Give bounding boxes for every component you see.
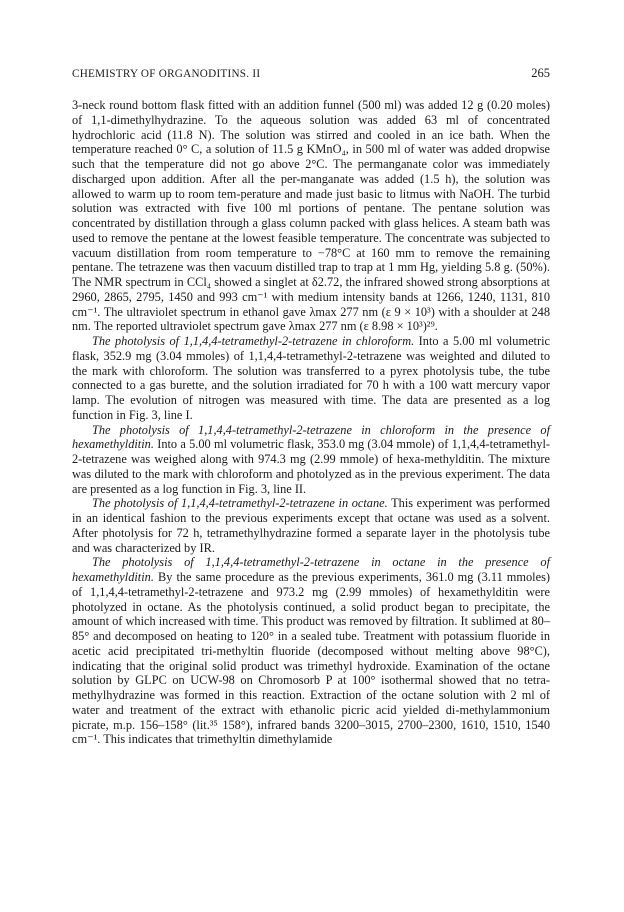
paragraph-text: This experiment was performed in an identical fashion to the previous experiments except that octane was used as a solvent. After photolysis for 72 h, tetramethylhydrazine formed a separate layer in the photolysis tube and was characterized by IR. [72,496,550,555]
running-head [72,66,550,94]
paragraph-text: By the same procedure as the previous experiments, 361.0 mg (3.11 mmoles) of 1,1,4,4-tetramethyl-2-tetrazene and 973.2 mg (2.99 mmoles) of hexamethylditin were photolyzed in octane. As the photolysis continued, a solid product began to precipitate, the amount of which increased with time. This product was removed by filtration. It sublimed at 80–85° and decomposed on heating to 120° in a sealed tube. Treatment with potassium fluoride in acetic acid precipitated tri-methyltin fluoride (decomposed without melting above 98°C), indicating that the original solid product was trimethyl hydroxide. Examination of the octane solution by GLPC on UCW-98 on Chromosorb P at 100° isothermal showed that no tetra-methylhydrazine was formed in this reaction. Extraction of the octane solution with 2 ml of water and treatment of the extract with ethanolic picric acid yielded di-methylammonium picrate, m.p. 156–158° (lit.³⁵ 158°), infrared bands 3200–3015, 2700–2300, 1610, 1510, 1540 cm⁻¹. This indicates that trimethyltin dimethylamide [72,570,550,747]
paragraph-procedure-continued [72,98,550,334]
paragraph-photolysis-chloroform [72,334,550,423]
section-run-in-title: The photolysis of 1,1,4,4-tetramethyl-2-tetrazene in chloroform. [92,334,415,348]
paragraph-text: Into a 5.00 ml volumetric flask, 353.0 mg (3.04 mmole) of 1,1,4,4-tetramethyl-2-tetrazene was weighed along with 974.3 mg (2.99 mmole) of hexa-methylditin. The mixture was diluted to the mark with chloroform and photolyzed as in the previous experiment. The data are presented as a log function in Fig. 3, line II. [72,437,550,496]
article-body [72,98,550,747]
paragraph-photolysis-octane-hexamethylditin [72,555,550,747]
running-title: CHEMISTRY OF ORGANODITINS. II [72,68,261,80]
section-run-in-title: The photolysis of 1,1,4,4-tetramethyl-2-tetrazene in octane. [92,496,388,511]
page-number: 265 [531,66,550,80]
section-run-in-title: The photolysis of 1,1,4,4-tetramethyl-2-tetrazene in chloroform in the presence of hexamethylditin. [72,422,550,452]
journal-page [72,66,550,747]
paragraph-photolysis-chloroform-hexamethylditin [72,423,550,497]
paragraph-text: Into a 5.00 ml volumetric flask, 352.9 mg (3.04 mmoles) of 1,1,4,4-tetramethyl-2-tetrazene was weighted and diluted to the mark with chloroform. The solution was transferred to a pyrex photolysis tube, the tube connected to a gas burette, and the solution irradiated for 70 h with a 100 watt mercury vapor lamp. The evolution of nitrogen was measured with time. The data are presented as a log function in Fig. 3, line I. [72,334,550,422]
section-run-in-title: The photolysis of 1,1,4,4-tetramethyl-2-tetrazene in octane in the presence of hexamethylditin. [72,555,550,584]
paragraph-photolysis-octane [72,496,550,555]
paragraph-text: 3-neck round bottom flask fitted with an addition funnel (500 ml) was added 12 g (0.20 moles) of 1,1-dimethylhydrazine. To the aqueous solution was added 63 ml of concentrated hydrochloric acid (11.8 N). The solution was stirred and cooled in an ice bath. When the temperature reached 0° C, a solution of 11.5 g KMnO₄, in 500 ml of water was added dropwise such that the temperature did not go above 2°C. The permanganate color was immediately discharged upon addition. After all the per-manganate was added (1.5 h), the solution was allowed to warm up to room tem-perature and made just basic to litmus with NaOH. The turbid solution was extracted with five 100 ml portions of pentane. The pentane solution was concentrated by distillation through a glass column packed with glass helices. A steam bath was used to remove the pentane at the lowest feasible temperature. The concentrate was subjected to vacuum distillation from room temperature to −78°C at 160 mm to remove the remaining pentane. The tetrazene was then vacuum distilled trap to trap at 1 mm Hg, yielding 5.8 g. (50%). The NMR spectrum in CCl₄ showed a singlet at δ2.72, the infrared showed strong absorptions at 2960, 2865, 2795, 1450 and 993 cm⁻¹ with medium intensity bands at 1266, 1240, 1131, 810 cm⁻¹. The ultraviolet spectrum in ethanol gave λmax 277 nm (ε 9 × 10³) with a shoulder at 248 nm. The reported ultraviolet spectrum gave λmax 277 nm (ε 8.98 × 10³)²⁹. [72,98,550,334]
